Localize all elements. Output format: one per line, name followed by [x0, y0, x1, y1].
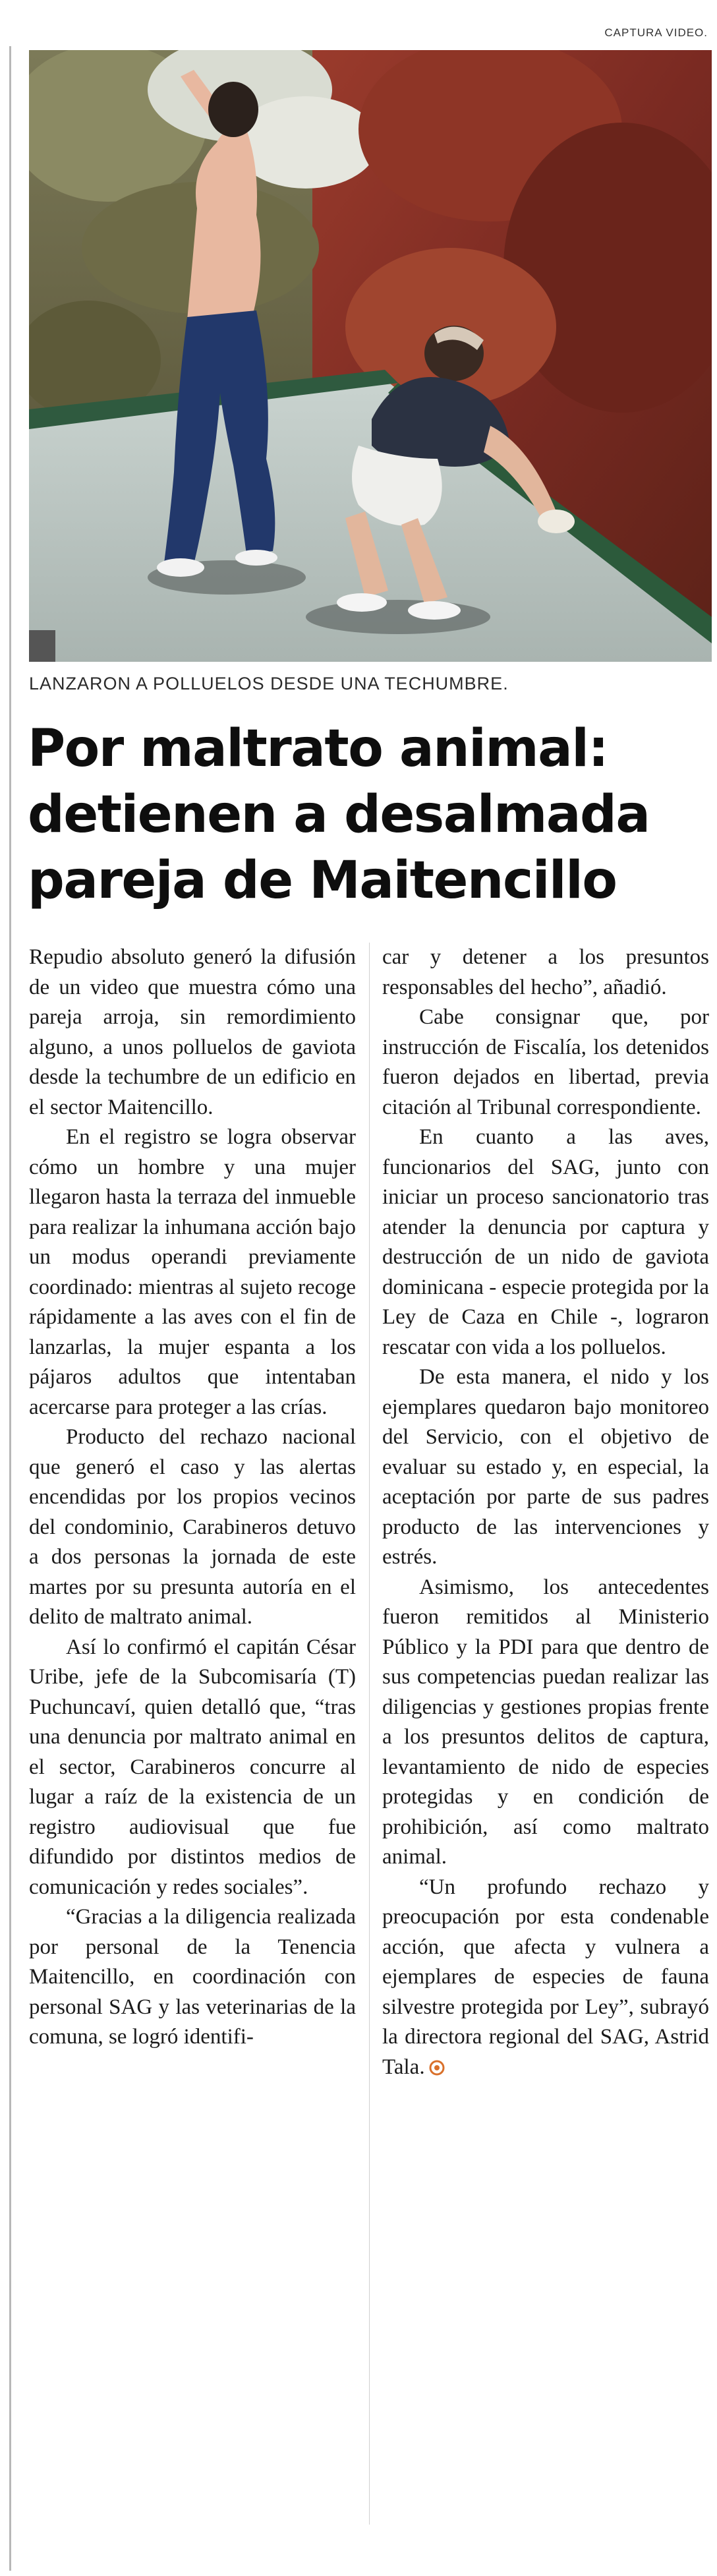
headline-line-2: detienen a desalmada: [28, 785, 650, 844]
paragraph: De esta manera, el nido y los ejemplares quedaron bajo monitoreo del Servicio, con el objetivo de evaluar su estado y, en especial, la aceptación por parte de sus padres producto de las intervenciones y estrés.: [382, 1365, 709, 1569]
article-column-left: [29, 943, 356, 2053]
article-photo: [29, 50, 712, 662]
paragraph: Producto del rechazo nacional que generó el caso y las alertas encendidas por los propios vecinos del condominio, Carabineros detuvo a dos personas la jornada de este martes por su presunta autoría en el delito de maltrato animal.: [29, 1425, 356, 1629]
paragraph: car y detener a los presuntos responsables del hecho”, añadió.: [382, 945, 709, 999]
article-headline: [28, 716, 713, 914]
page-left-rule: [9, 46, 11, 2571]
photo-illustration: [29, 50, 712, 662]
paragraph: En el registro se logra observar cómo un hombre y una mujer llegaron hasta la terraza del inmueble para realizar la inhumana acción bajo un modus operandi previamente coordinado: mientras al sujeto recoge rápidamente a las aves con el fin de lanzarlas, la mujer espanta a los pájaros adultos que intentaban acercarse para proteger a las crías.: [29, 1125, 356, 1419]
paragraph: Cabe consignar que, por instrucción de Fiscalía, los detenidos fueron dejados en libertad, previa citación al Tribunal correspondiente.: [382, 1005, 709, 1119]
paragraph: Repudio absoluto generó la difusión de un video que muestra cómo una pareja arroja, sin remordimiento alguno, a unos polluelos de gaviota desde la techumbre de un edificio en el sector Maitencillo.: [29, 945, 356, 1119]
paragraph: En cuanto a las aves, funcionarios del SAG, junto con iniciar un proceso sancionatorio tras atender la denuncia por captura y destrucción de un nido de gaviota dominicana - especie protegida por la Ley de Caza en Chile -, lograron rescatar con vida a los polluelos.: [382, 1125, 709, 1359]
article-column-right: [382, 943, 709, 2082]
article-body: [29, 943, 712, 2564]
paragraph: Así lo confirmó el capitán César Uribe, jefe de la Subcomisaría (T) Puchuncaví, quien detalló que, “tras una denuncia por maltrato animal en el sector, Carabineros concurre al lugar a raíz de la existencia de un registro audiovisual que fue difundido por distintos medios de comunicación y redes sociales”.: [29, 1635, 356, 1899]
photo-caption: LANZARON A POLLUELOS DESDE UNA TECHUMBRE.: [29, 674, 509, 693]
photo-credit: CAPTURA VIDEO.: [604, 26, 708, 39]
paragraph-last: [382, 1873, 709, 2083]
headline-line-3: pareja de Maitencillo: [28, 851, 617, 910]
paragraph: “Gracias a la diligencia realizada por personal de la Tenencia Maitencillo, en coordinación con personal SAG y las veterinarias de la comuna, se logró identifi-: [29, 1905, 356, 2049]
column-divider: [369, 943, 370, 2525]
end-mark-dot: [434, 2065, 440, 2070]
end-of-article-icon: [429, 2060, 445, 2076]
paragraph: Asimismo, los antecedentes fueron remitidos al Ministerio Público y la PDI para que dentro de sus competencias puedan realizar las diligencias y gestiones propias frente a los presuntos delitos de captura, levantamiento de nido de especies protegidas y en condición de prohibición, así como maltrato animal.: [382, 1575, 709, 1869]
headline-line-1: Por maltrato animal:: [28, 719, 608, 778]
last-paragraph-text: “Un profundo rechazo y preocupación por esta condenable acción, que afecta y vulnera a ejemplares de especies de fauna silvestre protegida por Ley”, subrayó la directora regional del SAG, Astrid Tala.: [382, 1875, 709, 2079]
